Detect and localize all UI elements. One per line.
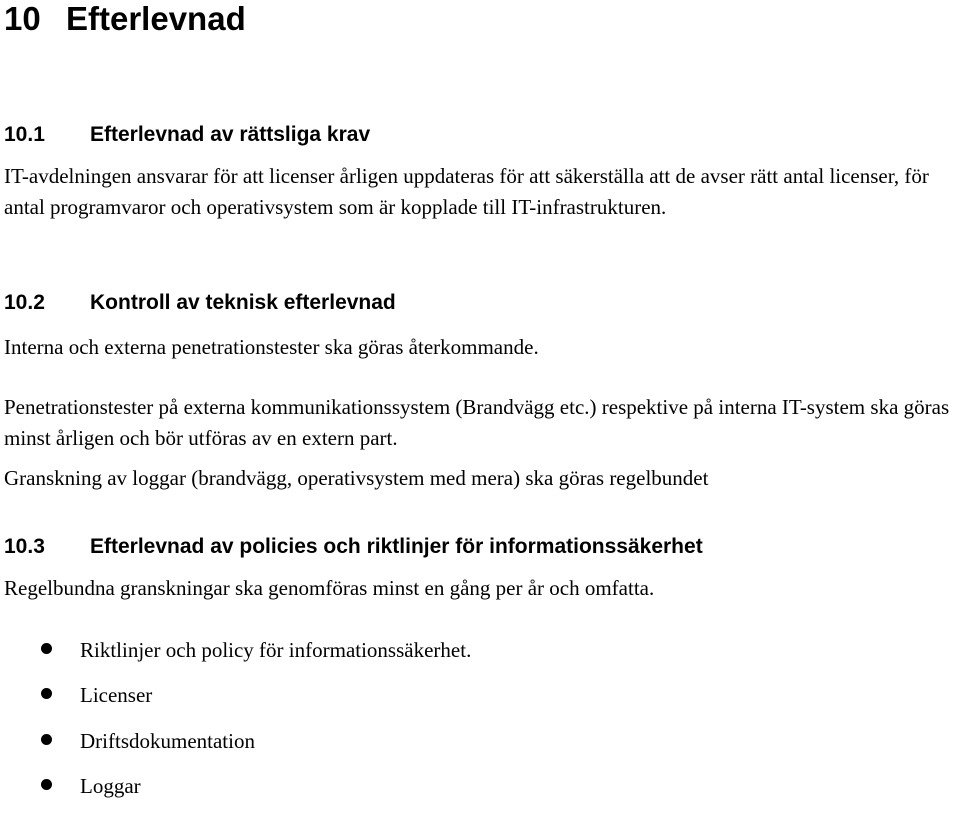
list-item-text: Loggar (80, 773, 141, 798)
section-title: Kontroll av teknisk efterlevnad (90, 291, 396, 314)
list-item-text: Licenser (80, 683, 153, 708)
section-title: Efterlevnad av policies och riktlinjer för informationssäkerhet (90, 535, 703, 558)
paragraph-licenses: IT-avdelningen ansvarar för att licenser årligen uppdateras för att säkerställa att de avser rätt antal licenser, för antal programvaror och operativsystem som är kopplade till IT-infrastrukturen. (4, 164, 929, 219)
section-heading-10-3 (4, 534, 703, 560)
bullet-icon (41, 688, 52, 699)
paragraph-pentest-recurring: Interna och externa penetrationstester ska göras återkommande. (4, 335, 539, 359)
chapter-number: 10 (4, 0, 41, 37)
section-title: Efterlevnad av rättsliga krav (90, 123, 371, 146)
paragraph-log-review: Granskning av loggar (brandvägg, operativsystem med mera) ska göras regelbundet (4, 466, 709, 490)
paragraph-reviews: Regelbundna granskningar ska genomföras minst en gång per år och omfatta. (4, 576, 655, 600)
chapter-heading (4, 0, 246, 38)
bullet-icon (41, 734, 52, 745)
bullet-icon (41, 779, 52, 790)
paragraph-pentest-scope: Penetrationstester på externa kommunikationssystem (Brandvägg etc.) respektive på interna IT-system ska göras minst årligen och bör utföras av en extern part. (4, 395, 950, 450)
section-number: 10.3 (4, 535, 45, 558)
bullet-icon (41, 643, 52, 654)
section-number: 10.1 (4, 123, 45, 146)
section-heading-10-1 (4, 122, 370, 148)
list-item-text: Driftsdokumentation (80, 728, 255, 753)
section-number: 10.2 (4, 291, 45, 314)
list-item-text: Riktlinjer och policy för informationssäkerhet. (80, 638, 472, 662)
section-heading-10-2 (4, 290, 396, 316)
chapter-title: Efterlevnad (66, 0, 246, 37)
